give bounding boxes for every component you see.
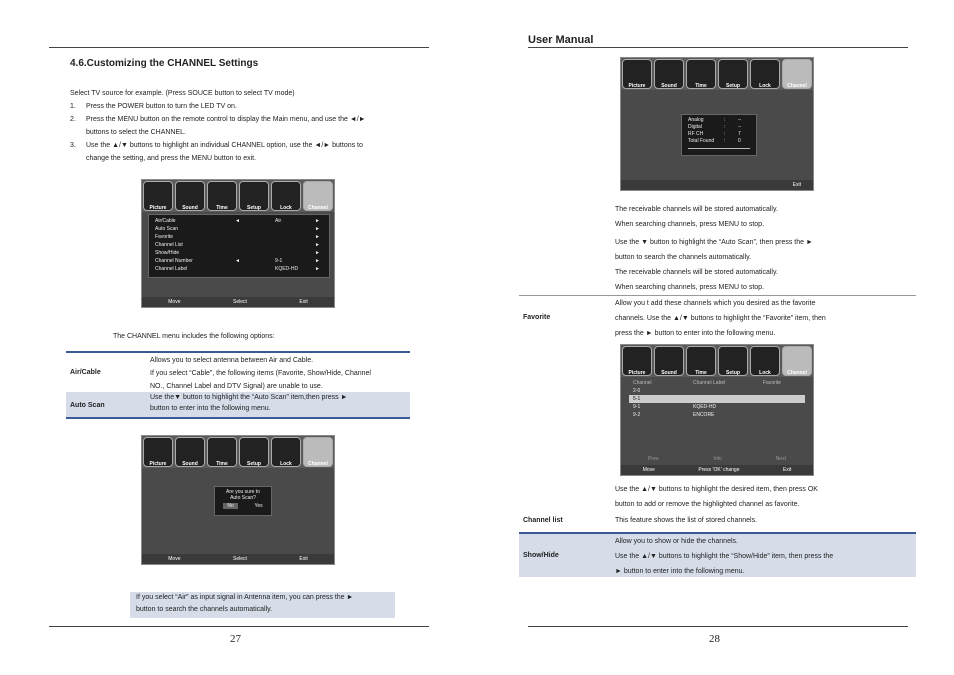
select-hint: Select — [232, 299, 247, 305]
sound-icon: Sound — [175, 437, 205, 467]
table-top-rule — [66, 351, 410, 353]
left-bottom-rule — [49, 626, 429, 627]
intro-text: Select TV source for example. (Press SOUCE button to select TV mode) — [70, 90, 295, 97]
page-number-right: 28 — [709, 633, 720, 645]
tv-auto-scan-confirm-screenshot — [141, 435, 335, 565]
row-label: Air/Cable — [70, 369, 101, 376]
favorite-label: Favorite — [523, 314, 551, 321]
step-item: change the setting, and press the MENU button to exit. — [86, 155, 257, 162]
lock-icon: Lock — [750, 59, 780, 89]
exit-hint: Exit — [299, 556, 308, 562]
confirm-no-button: No — [223, 503, 237, 509]
section-title: 4.6.Customizing the CHANNEL Settings — [70, 58, 259, 69]
favorite-table-row: 2-0 — [633, 388, 641, 394]
setup-icon: Setup — [718, 346, 748, 376]
step-item: buttons to select the CHANNEL. — [86, 129, 186, 136]
scan-row: RF CH : 7 — [688, 131, 741, 137]
favorite-paging: Prev. Info Next — [648, 456, 786, 462]
scan-progress-bar — [688, 148, 750, 149]
step-item: 2. Press the MENU button on the remote control to display the Main menu, and use the ◄/► — [70, 116, 366, 123]
tv-footer — [621, 465, 813, 475]
tv-tab-bar — [621, 345, 813, 377]
menu-caption: The CHANNEL menu includes the following options: — [113, 333, 275, 340]
air-note-box: If you select “Air” as input signal in Antenna item, you can press the ► button to search the channels automatically. — [130, 592, 395, 618]
channel-list-description: This feature shows the list of stored channels. — [615, 517, 758, 524]
auto-scan-description: The receivable channels will be stored automatically. When searching channels, press MENU to stop. Use the ▼ button to highlight the “Auto Scan”, then press the ► button to search the channels automatically. The receivable channels will be stored automatically. When searching channels, press MENU to stop. — [615, 206, 813, 291]
row-desc: Allow you to show or hide the channels. Use the ▲/▼ buttons to highlight the “Show/Hide” item, then press the ► button to enter into the following menu. — [615, 538, 834, 575]
lock-icon: Lock — [271, 181, 301, 211]
time-icon: Time — [207, 181, 237, 211]
channel-icon: Channel — [782, 59, 812, 89]
tv-tab-bar — [142, 180, 334, 212]
tv-channel-menu-screenshot — [141, 179, 335, 308]
tv-auto-scan-progress-screenshot — [620, 57, 814, 191]
move-hint: Move — [642, 467, 655, 473]
exit-hint: Exit — [792, 182, 801, 188]
manual-header: User Manual — [528, 34, 594, 46]
setup-icon: Setup — [239, 437, 269, 467]
favorite-table — [629, 379, 805, 419]
page-number-left: 27 — [230, 633, 241, 645]
tv-menu-row: Channel Number ◄ 9-1 ► — [155, 258, 320, 264]
table-row-show-hide — [519, 534, 916, 577]
channel-list-label: Channel list — [523, 517, 563, 524]
picture-icon: Picture — [143, 181, 173, 211]
favorite-description: Allow you t add these channels which you desired as the favorite channels. Use the ▲/▼ buttons to highlight the “Favorite” item, then press the ► button to enter into the following menu. — [615, 300, 826, 337]
scan-row: Analog : -- — [688, 117, 742, 123]
sound-icon: Sound — [654, 346, 684, 376]
table-row-auto-scan — [66, 392, 410, 417]
row-label: Show/Hide — [523, 552, 559, 559]
picture-icon: Picture — [622, 346, 652, 376]
scan-status-box — [681, 114, 757, 156]
tv-menu-row: Channel Label KQED-HD ► — [155, 266, 320, 272]
tv-footer — [621, 180, 813, 190]
ok-hint: Press 'OK' change — [698, 467, 740, 473]
setup-icon: Setup — [239, 181, 269, 211]
channel-icon: Channel — [303, 437, 333, 467]
select-hint: Select — [232, 556, 247, 562]
sound-icon: Sound — [175, 181, 205, 211]
step-item: 3. Use the ▲/▼ buttons to highlight an individual CHANNEL option, use the ◄/► buttons to — [70, 142, 363, 149]
channel-icon: Channel — [303, 181, 333, 211]
table-row-air-cable — [66, 354, 410, 391]
row-desc: Allows you to select antenna between Air and Cable. If you select “Cable”, the following items (Favorite, Show/Hide, Channel NO., Channel Label and DTV Signal) are unable to use. — [150, 357, 371, 390]
right-bottom-rule — [528, 626, 908, 627]
tv-menu-row: Show/Hide ► — [155, 250, 320, 256]
picture-icon: Picture — [143, 437, 173, 467]
tv-tab-bar — [142, 436, 334, 468]
steps-list — [70, 100, 415, 165]
sound-icon: Sound — [654, 59, 684, 89]
tv-menu-row: Favorite ► — [155, 234, 320, 240]
exit-hint: Exit — [782, 467, 792, 473]
exit-hint: Exit — [299, 299, 308, 305]
channel-icon: Channel — [782, 346, 812, 376]
lock-icon: Lock — [750, 346, 780, 376]
move-hint: Move — [168, 299, 181, 305]
tv-menu-row: Auto Scan ► — [155, 226, 320, 232]
time-icon: Time — [686, 346, 716, 376]
left-top-rule — [49, 47, 429, 48]
move-hint: Move — [168, 556, 181, 562]
lock-icon: Lock — [271, 437, 301, 467]
picture-icon: Picture — [622, 59, 652, 89]
favorite-usage: Use the ▲/▼ buttons to highlight the desired item, then press OK button to add or remove the highlighted channel as favorite. — [615, 486, 818, 508]
setup-icon: Setup — [718, 59, 748, 89]
row-desc: Use the▼ button to highlight the “Auto Scan” item,then press ► button to enter into the following menu. — [150, 394, 348, 412]
tv-tab-bar — [621, 58, 813, 90]
favorite-table-header: Channel Channel Label Favorite — [633, 380, 782, 386]
tv-menu-row: Air/Cable ◄ Air ► — [155, 218, 320, 224]
tv-menu-row: Channel List ► — [155, 242, 320, 248]
favorite-table-row-selected: 5-1 — [629, 395, 805, 403]
tv-footer — [142, 297, 334, 307]
right-top-rule — [528, 47, 908, 48]
favorite-table-row: 9-2 ENCORE — [633, 412, 715, 418]
confirm-yes-button: Yes — [254, 503, 263, 509]
favorite-table-row: 9-1 KQED-HD — [633, 404, 717, 410]
scan-row: Digital : -- — [688, 124, 742, 130]
time-icon: Time — [686, 59, 716, 89]
channel-menu-list — [148, 214, 330, 278]
table-bottom-rule — [66, 417, 410, 419]
confirm-dialog: Are you sure to Auto Scan? No Yes — [214, 486, 272, 516]
scan-row: Total Found : 0 — [688, 138, 741, 144]
tv-favorite-list-screenshot — [620, 344, 814, 476]
step-item: 1. Press the POWER button to turn the LED TV on. — [70, 103, 237, 110]
tv-footer — [142, 554, 334, 564]
row-label: Auto Scan — [70, 402, 105, 409]
time-icon: Time — [207, 437, 237, 467]
